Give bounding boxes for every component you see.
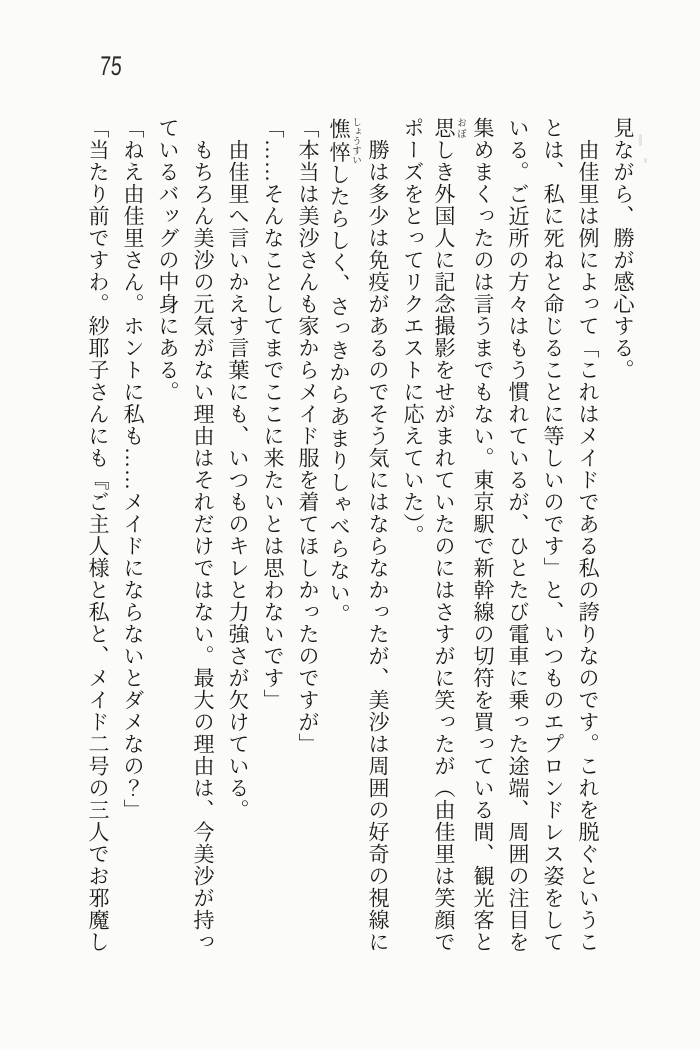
furigana-base: 思: [432, 117, 456, 139]
furigana-annotation: [432, 117, 465, 139]
column-text: したらしく、さっきからあまりしゃべらない。: [327, 163, 351, 626]
furigana-base: 憔悴: [327, 117, 351, 165]
text-column: 見ながら、勝が感心する。: [611, 117, 635, 381]
text-column: 「ねえ由佳里さん。ホントに私も……メイドにならないとダメなの？」: [121, 117, 145, 821]
furigana-text: おぼ: [455, 117, 465, 139]
text-column: 「当たり前ですわ。紗耶子さんにも『ご主人様と私と、メイド二号の三人でお邪魔し: [86, 117, 110, 953]
body-text: [80, 117, 640, 961]
page-number: 75: [98, 51, 124, 81]
text-column: 「……そんなことしてまでここに来たいとは思わないです」: [261, 117, 285, 711]
text-column: 由佳里は例によって「これはメイドである私の誇りなのです。これを脱ぐというこ: [576, 117, 600, 953]
text-column: もちろん美沙の元気がない理由はそれだけではない。最大の理由は、今美沙が持っ: [191, 117, 215, 953]
text-column: いる。ご近所の方々はもう慣れているが、ひとたび電車に乗った途端、周囲の注目を: [506, 117, 530, 953]
text-column: ているバッグの中身にある。: [156, 117, 180, 403]
text-column: [325, 117, 360, 961]
furigana-annotation: [327, 117, 360, 165]
text-column: [430, 117, 465, 961]
text-column: 集めまくったのは言うまでもない。東京駅で新幹線の切符を買っている間、観光客と: [471, 117, 495, 953]
text-column: ポーズをとってリクエストに応えていた）。: [401, 117, 425, 547]
text-column: 由佳里へ言いかえす言葉にも、いつものキレと力強さが欠けている。: [226, 117, 250, 821]
furigana-text: しょうすい: [350, 117, 360, 165]
column-text: しき外国人に記念撮影をせがまれていたのにはさすがに笑ったが（由佳里は笑顔で: [432, 139, 456, 953]
text-column: 勝は多少は免疫があるのでそう気にはならなかったが、美沙は周囲の好奇の視線に: [366, 117, 390, 953]
scan-artifact: [644, 158, 647, 163]
text-column: 「本当は美沙さんも家からメイド服を着てほしかったのですが」: [296, 117, 320, 755]
text-column: とは、私に死ねと命じることに等しいのです」と、いつものエプロンドレス姿をして: [541, 117, 565, 953]
